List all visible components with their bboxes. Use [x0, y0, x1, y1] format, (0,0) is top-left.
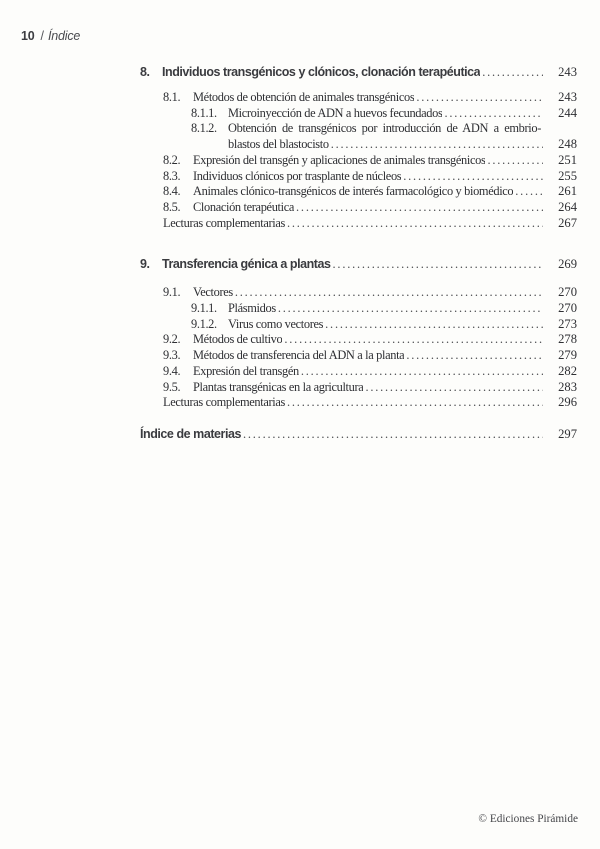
toc-entry — [140, 317, 577, 333]
leader-dots — [284, 332, 543, 348]
toc-chapter-heading — [140, 256, 577, 272]
toc-chapter-heading — [140, 64, 577, 80]
entry-number: 8.4. — [163, 184, 181, 199]
toc-entry — [140, 90, 577, 106]
entry-page-number: 244 — [558, 105, 577, 120]
leader-dots — [365, 380, 543, 396]
toc-entry-lecturas — [140, 216, 577, 232]
entry-number: 9.2. — [163, 332, 181, 347]
toc-entry-line2 — [140, 137, 577, 153]
leader-dots — [416, 90, 543, 106]
entry-number: 8.1. — [163, 90, 181, 104]
entry-label: Métodos de transferencia del ADN a la planta — [193, 348, 405, 363]
leader-dots — [515, 184, 543, 200]
chapter-title: Individuos transgénicos y clónicos, clonación terapéutica — [162, 65, 481, 79]
leader-dots — [235, 285, 543, 301]
entry-label: Virus como vectores — [228, 316, 324, 331]
entry-page-number: 251 — [558, 152, 577, 167]
entry-page-number: 267 — [558, 215, 577, 230]
leader-dots — [406, 348, 543, 364]
chapter-entries — [140, 285, 577, 411]
backmatter-title: Índice de materias — [140, 426, 241, 441]
entry-label: Métodos de cultivo — [193, 332, 283, 347]
entry-label: Clonación terapéutica — [193, 199, 295, 214]
folio-separator: / — [40, 29, 44, 43]
entry-page-number: 270 — [558, 285, 577, 300]
leader-dots — [487, 153, 543, 169]
chapter-entries — [140, 90, 577, 231]
running-head-title: Índice — [48, 29, 81, 43]
chapter-number: 9. — [140, 257, 150, 272]
entry-number: 9.5. — [163, 379, 181, 394]
toc-section-8 — [140, 64, 577, 231]
entry-page-number: 264 — [558, 199, 577, 214]
leader-dots — [331, 137, 543, 153]
entry-number: 9.1. — [163, 285, 181, 300]
entry-page-number: 273 — [558, 316, 577, 331]
entry-page-number: 261 — [558, 184, 577, 199]
entry-label: Expresión del transgén y aplicaciones de animales transgénicos — [193, 152, 486, 167]
toc-entry — [140, 301, 577, 317]
entry-label: Expresión del transgén — [193, 363, 299, 378]
leader-dots — [482, 64, 543, 80]
entry-label: Individuos clónicos por trasplante de núcleos — [193, 168, 402, 183]
entry-page-number: 282 — [558, 363, 577, 378]
leader-dots — [287, 216, 543, 232]
leader-dots — [296, 200, 543, 216]
leader-dots — [444, 106, 543, 122]
leader-dots — [287, 395, 543, 411]
entry-number: 9.3. — [163, 348, 181, 363]
toc-entry — [140, 380, 577, 396]
entry-number: 8.1.2. — [191, 121, 217, 136]
leader-dots — [325, 317, 543, 333]
leader-dots — [278, 301, 543, 317]
entry-label: Vectores — [193, 285, 233, 300]
entry-number: 9.1.1. — [191, 301, 217, 316]
chapter-page-number: 269 — [558, 257, 577, 272]
toc-entry — [140, 153, 577, 169]
entry-label: Métodos de obtención de animales transgénicos — [193, 90, 415, 104]
entry-page-number: 243 — [558, 90, 577, 104]
leader-dots — [301, 364, 543, 380]
entry-label: Lecturas complementarias — [163, 395, 285, 410]
entry-number: 8.2. — [163, 152, 181, 167]
folio-page-number: 10 — [21, 29, 35, 43]
toc-entry-line1 — [140, 121, 577, 137]
entry-number: 8.5. — [163, 199, 181, 214]
entry-page-number: 255 — [558, 168, 577, 183]
entry-number: 9.4. — [163, 363, 181, 378]
leader-dots — [333, 256, 543, 272]
toc-entry — [140, 169, 577, 185]
entry-label: Animales clónico-transgénicos de interés farmacológico y biomédico — [193, 184, 514, 199]
publisher-credit: © Ediciones Pirámide — [478, 813, 578, 825]
running-head — [21, 29, 80, 43]
toc-section-9 — [140, 256, 577, 411]
leader-dots — [243, 426, 543, 442]
toc-entry — [140, 364, 577, 380]
backmatter-page-number: 297 — [558, 426, 577, 441]
entry-number: 8.1.1. — [191, 105, 217, 120]
entry-label: Lecturas complementarias — [163, 215, 285, 230]
chapter-page-number: 243 — [558, 65, 577, 79]
toc-entry — [140, 332, 577, 348]
entry-label: Plásmidos — [228, 301, 276, 316]
toc-entry-lecturas — [140, 395, 577, 411]
chapter-title: Transferencia génica a plantas — [162, 257, 331, 272]
entry-page-number: 296 — [558, 395, 577, 410]
entry-page-number: 278 — [558, 332, 577, 347]
entry-number: 9.1.2. — [191, 316, 217, 331]
entry-page-number: 279 — [558, 348, 577, 363]
leader-dots — [403, 169, 543, 185]
chapter-number: 8. — [140, 65, 150, 79]
toc-entry — [140, 106, 577, 122]
toc-entry — [140, 285, 577, 301]
toc-entry — [140, 184, 577, 200]
entry-number: 8.3. — [163, 168, 181, 183]
entry-page-number: 283 — [558, 379, 577, 394]
table-of-contents — [140, 64, 577, 442]
entry-label-line2: blastos del blastocisto — [228, 137, 329, 152]
entry-page-number: 270 — [558, 301, 577, 316]
entry-page-number: 248 — [558, 137, 577, 152]
toc-entry — [140, 200, 577, 216]
toc-entry — [140, 348, 577, 364]
entry-label: Microinyección de ADN a huevos fecundados — [228, 105, 443, 120]
entry-label-line1: Obtención de transgénicos por introducción de ADN a embrio- — [228, 121, 541, 136]
toc-backmatter-heading — [140, 426, 577, 442]
entry-label: Plantas transgénicas en la agricultura — [193, 379, 364, 394]
